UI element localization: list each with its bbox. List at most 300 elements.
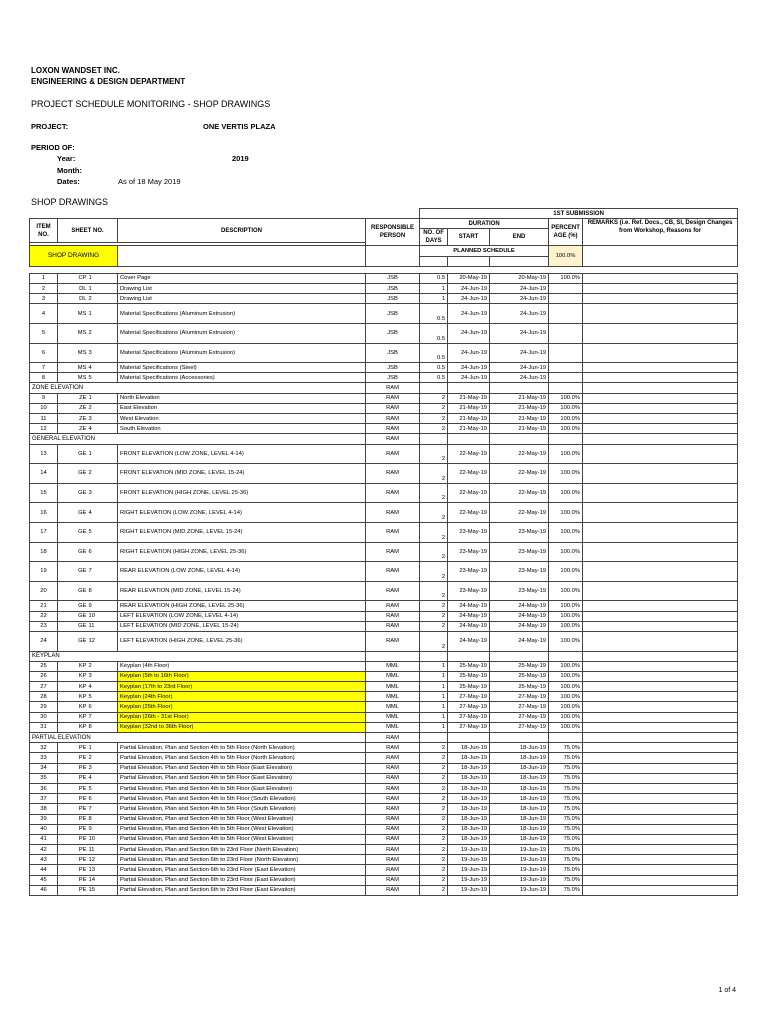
end-cell: 18-Jun-19 xyxy=(490,763,549,773)
responsible-cell: RAM xyxy=(366,434,420,444)
sheet-number-cell: 2 xyxy=(88,661,118,671)
percent-cell: 75.0% xyxy=(549,773,583,783)
remarks-cell xyxy=(583,855,738,865)
description-cell: Material Specifications (Aluminum Extrusion) xyxy=(118,304,366,324)
sheet-prefix-cell: PE xyxy=(58,875,88,885)
item-no-cell: 23 xyxy=(30,621,58,631)
days-cell: 2 xyxy=(420,875,448,885)
percent-cell: 100.0% xyxy=(549,503,583,523)
days-cell: 2 xyxy=(420,794,448,804)
remarks-cell xyxy=(583,414,738,424)
start-cell: 25-May-19 xyxy=(448,661,490,671)
description-cell: Partial Elevation, Plan and Section 4th to 5th Floor (East Elevation) xyxy=(118,763,366,773)
end-cell: 23-May-19 xyxy=(490,581,549,601)
percent-cell xyxy=(549,373,583,383)
item-no-cell: 6 xyxy=(30,343,58,363)
days-cell: 2 xyxy=(420,393,448,403)
percent-cell: 100.0% xyxy=(549,712,583,722)
item-no-cell: 27 xyxy=(30,682,58,692)
days-cell: 1 xyxy=(420,702,448,712)
end-cell: 21-May-19 xyxy=(490,403,549,413)
sheet-prefix-cell: PE xyxy=(58,794,88,804)
responsible-cell: RAM xyxy=(366,875,420,885)
responsible-cell: MML xyxy=(366,702,420,712)
item-no-cell: 25 xyxy=(30,661,58,671)
item-no-cell: 2 xyxy=(30,283,58,293)
percent-cell: 75.0% xyxy=(549,855,583,865)
percent-cell: 100.0% xyxy=(549,631,583,651)
item-no-cell: 45 xyxy=(30,875,58,885)
sheet-prefix-cell: MS xyxy=(58,373,88,383)
start-cell: 18-Jun-19 xyxy=(448,794,490,804)
remarks-cell xyxy=(583,283,738,293)
description-cell: REAR ELEVATION (MID ZONE, LEVEL 15-24) xyxy=(118,581,366,601)
days-cell: 1 xyxy=(420,722,448,732)
percent-cell: 100.0% xyxy=(549,611,583,621)
item-no-cell: 21 xyxy=(30,601,58,611)
days-cell: 2 xyxy=(420,834,448,844)
sheet-number-cell: 2 xyxy=(88,323,118,343)
item-no-cell: 11 xyxy=(30,414,58,424)
start-cell: 24-Jun-19 xyxy=(448,283,490,293)
description-cell: Keyplan (32nd to 36th Floor) xyxy=(118,722,366,732)
days-cell: 1 xyxy=(420,671,448,681)
remarks-cell xyxy=(583,444,738,464)
table-row xyxy=(30,885,738,895)
table-row xyxy=(30,393,738,403)
days-cell: 2 xyxy=(420,444,448,464)
item-no-cell: 3 xyxy=(30,294,58,304)
responsible-cell: JSB xyxy=(366,283,420,293)
sheet-number-cell: 7 xyxy=(88,712,118,722)
overall-percent: 100.0% xyxy=(549,246,583,266)
end-cell: 18-Jun-19 xyxy=(490,743,549,753)
remarks-cell xyxy=(583,834,738,844)
responsible-cell: JSB xyxy=(366,343,420,363)
table-row xyxy=(30,794,738,804)
remarks-cell xyxy=(583,464,738,484)
days-cell: 2 xyxy=(420,403,448,413)
sheet-prefix-cell: PE xyxy=(58,845,88,855)
sheet-prefix-cell: GE xyxy=(58,542,88,562)
period-label: PERIOD OF: xyxy=(31,143,75,152)
start-cell: 23-May-19 xyxy=(448,522,490,542)
table-row xyxy=(30,483,738,503)
end-cell: 23-May-19 xyxy=(490,522,549,542)
end-cell: 19-Jun-19 xyxy=(490,875,549,885)
remarks-cell xyxy=(583,424,738,434)
percent-cell: 75.0% xyxy=(549,743,583,753)
section-label: ZONE ELEVATION xyxy=(30,383,366,393)
days-cell: 2 xyxy=(420,743,448,753)
sheet-prefix-cell: GE xyxy=(58,444,88,464)
description-cell: Cover Page xyxy=(118,273,366,283)
end-cell: 22-May-19 xyxy=(490,483,549,503)
start-cell: 18-Jun-19 xyxy=(448,783,490,793)
no-of-days-header: NO. OF DAYS xyxy=(420,229,448,246)
end-cell: 18-Jun-19 xyxy=(490,783,549,793)
remarks-cell xyxy=(583,601,738,611)
item-no-cell: 17 xyxy=(30,522,58,542)
description-cell: REAR ELEVATION (HIGH ZONE, LEVEL 25-36) xyxy=(118,601,366,611)
item-no-cell: 16 xyxy=(30,503,58,523)
remarks-cell xyxy=(583,712,738,722)
item-no-cell: 24 xyxy=(30,631,58,651)
days-cell: 0.5 xyxy=(420,323,448,343)
remarks-cell xyxy=(583,753,738,763)
sheet-prefix-cell: PE xyxy=(58,855,88,865)
end-cell: 18-Jun-19 xyxy=(490,824,549,834)
table-row xyxy=(30,464,738,484)
start-cell: 24-May-19 xyxy=(448,631,490,651)
percent-cell xyxy=(549,304,583,324)
sheet-number-cell: 4 xyxy=(88,424,118,434)
item-no-cell: 10 xyxy=(30,403,58,413)
days-cell: 2 xyxy=(420,503,448,523)
start-cell: 19-Jun-19 xyxy=(448,875,490,885)
remarks-cell xyxy=(583,562,738,582)
responsible-cell: RAM xyxy=(366,611,420,621)
sheet-prefix-cell: ZE xyxy=(58,393,88,403)
sheet-number-cell: 1 xyxy=(88,273,118,283)
sheet-number-cell: 3 xyxy=(88,483,118,503)
sheet-number-cell: 7 xyxy=(88,804,118,814)
item-no-cell: 7 xyxy=(30,363,58,373)
item-no-cell: 5 xyxy=(30,323,58,343)
start-cell: 18-Jun-19 xyxy=(448,773,490,783)
days-cell: 2 xyxy=(420,804,448,814)
days-cell: 2 xyxy=(420,631,448,651)
start-cell: 20-May-19 xyxy=(448,273,490,283)
item-no-cell: 26 xyxy=(30,671,58,681)
description-cell: REAR ELEVATION (LOW ZONE, LEVEL 4-14) xyxy=(118,562,366,582)
percent-cell: 75.0% xyxy=(549,804,583,814)
percent-cell: 75.0% xyxy=(549,875,583,885)
section-row xyxy=(30,383,738,393)
item-no-cell: 22 xyxy=(30,611,58,621)
remarks-cell xyxy=(583,403,738,413)
sheet-prefix-cell: GE xyxy=(58,611,88,621)
end-cell: 25-May-19 xyxy=(490,682,549,692)
start-cell: 18-Jun-19 xyxy=(448,763,490,773)
remarks-cell xyxy=(583,722,738,732)
description-cell: LEFT ELEVATION (HIGH ZONE, LEVEL 25-36) xyxy=(118,631,366,651)
department-name: ENGINEERING & DESIGN DEPARTMENT xyxy=(31,77,186,86)
item-no-cell: 13 xyxy=(30,444,58,464)
sheet-prefix-cell: KP xyxy=(58,702,88,712)
description-cell: South Elevation xyxy=(118,424,366,434)
item-no-cell: 34 xyxy=(30,763,58,773)
responsible-cell: RAM xyxy=(366,743,420,753)
section-row xyxy=(30,733,738,743)
description-cell: Keyplan (17th to 23rd Floor) xyxy=(118,682,366,692)
percent-cell xyxy=(549,294,583,304)
sheet-number-cell: 5 xyxy=(88,522,118,542)
end-cell: 23-May-19 xyxy=(490,542,549,562)
description-cell: East Elevation xyxy=(118,403,366,413)
item-no-cell: 4 xyxy=(30,304,58,324)
percent-cell: 75.0% xyxy=(549,814,583,824)
percent-cell: 100.0% xyxy=(549,542,583,562)
page-number: 1 of 4 xyxy=(718,987,736,994)
remarks-cell xyxy=(583,702,738,712)
table-row xyxy=(30,845,738,855)
sheet-number-cell: 6 xyxy=(88,542,118,562)
start-cell: 27-May-19 xyxy=(448,692,490,702)
remarks-cell xyxy=(583,343,738,363)
sheet-number-cell: 4 xyxy=(88,682,118,692)
sheet-number-cell: 5 xyxy=(88,692,118,702)
days-cell: 1 xyxy=(420,682,448,692)
percent-cell: 75.0% xyxy=(549,763,583,773)
sheet-number-cell: 1 xyxy=(88,444,118,464)
end-cell: 22-May-19 xyxy=(490,464,549,484)
sheet-number-cell: 4 xyxy=(88,363,118,373)
table-row xyxy=(30,414,738,424)
responsible-cell: RAM xyxy=(366,773,420,783)
table-row xyxy=(30,722,738,732)
table-row xyxy=(30,621,738,631)
percent-cell: 100.0% xyxy=(549,403,583,413)
item-no-cell: 15 xyxy=(30,483,58,503)
sheet-number-cell: 3 xyxy=(88,343,118,363)
sheet-prefix-cell: KP xyxy=(58,682,88,692)
description-cell: LEFT ELEVATION (MID ZONE, LEVEL 15-24) xyxy=(118,621,366,631)
sheet-prefix-cell: PE xyxy=(58,753,88,763)
remarks-cell xyxy=(583,304,738,324)
end-cell: 19-Jun-19 xyxy=(490,865,549,875)
end-cell: 22-May-19 xyxy=(490,503,549,523)
table-row xyxy=(30,834,738,844)
sheet-prefix-cell: GE xyxy=(58,562,88,582)
sheet-prefix-cell: PE xyxy=(58,834,88,844)
sheet-number-cell: 3 xyxy=(88,414,118,424)
table-row xyxy=(30,875,738,885)
start-cell: 21-May-19 xyxy=(448,424,490,434)
start-cell: 18-Jun-19 xyxy=(448,824,490,834)
sheet-number-cell: 2 xyxy=(88,403,118,413)
days-cell: 1 xyxy=(420,712,448,722)
start-cell: 22-May-19 xyxy=(448,464,490,484)
sheet-number-cell: 1 xyxy=(88,283,118,293)
description-cell: Partial Elevation, Plan and Section 4th to 5th Floor (East Elevation) xyxy=(118,773,366,783)
table-row xyxy=(30,814,738,824)
sheet-number-cell: 12 xyxy=(88,855,118,865)
sheet-number-cell: 1 xyxy=(88,393,118,403)
responsible-cell xyxy=(366,651,420,661)
percent-cell: 100.0% xyxy=(549,601,583,611)
days-cell: 1 xyxy=(420,294,448,304)
end-cell: 24-Jun-19 xyxy=(490,323,549,343)
percent-cell: 75.0% xyxy=(549,753,583,763)
percent-cell: 75.0% xyxy=(549,845,583,855)
responsible-cell: MML xyxy=(366,671,420,681)
percent-cell: 100.0% xyxy=(549,692,583,702)
description-cell: Material Specifications (Steel) xyxy=(118,363,366,373)
start-cell: 19-Jun-19 xyxy=(448,885,490,895)
remarks-cell xyxy=(583,865,738,875)
description-cell: RIGHT ELEVATION (HIGH ZONE, LEVEL 25-36) xyxy=(118,542,366,562)
description-cell: Material Specifications (Aluminum Extrusion) xyxy=(118,343,366,363)
table-row xyxy=(30,692,738,702)
sheet-number-cell: 13 xyxy=(88,865,118,875)
remarks-cell xyxy=(583,824,738,834)
sheet-prefix-cell: PE xyxy=(58,743,88,753)
start-cell: 27-May-19 xyxy=(448,722,490,732)
description-cell: Partial Elevation, Plan and Section 4th to 5th Floor (East Elevation) xyxy=(118,783,366,793)
responsible-cell: RAM xyxy=(366,444,420,464)
end-cell: 24-Jun-19 xyxy=(490,373,549,383)
item-no-cell: 39 xyxy=(30,814,58,824)
sheet-prefix-cell: ZE xyxy=(58,403,88,413)
days-cell: 2 xyxy=(420,773,448,783)
remarks-cell xyxy=(583,671,738,681)
end-cell: 20-May-19 xyxy=(490,273,549,283)
end-cell: 24-Jun-19 xyxy=(490,283,549,293)
percent-cell: 100.0% xyxy=(549,522,583,542)
table-row xyxy=(30,682,738,692)
start-cell: 24-May-19 xyxy=(448,621,490,631)
table-row xyxy=(30,273,738,283)
responsible-cell: MML xyxy=(366,712,420,722)
responsible-cell: MML xyxy=(366,722,420,732)
sheet-prefix-cell: PE xyxy=(58,763,88,773)
end-cell: 24-Jun-19 xyxy=(490,294,549,304)
responsible-cell: RAM xyxy=(366,383,420,393)
item-no-cell: 40 xyxy=(30,824,58,834)
start-cell: 27-May-19 xyxy=(448,702,490,712)
end-cell: 24-May-19 xyxy=(490,631,549,651)
percent-header: PERCENT AGE (%) xyxy=(549,219,583,246)
section-label: PARTIAL ELEVATION xyxy=(30,733,366,743)
table-row xyxy=(30,783,738,793)
item-no-cell: 18 xyxy=(30,542,58,562)
percent-cell: 100.0% xyxy=(549,464,583,484)
remarks-cell xyxy=(583,483,738,503)
end-cell: 27-May-19 xyxy=(490,712,549,722)
days-cell: 2 xyxy=(420,753,448,763)
item-no-cell: 46 xyxy=(30,885,58,895)
start-cell: 25-May-19 xyxy=(448,671,490,681)
responsible-cell: RAM xyxy=(366,783,420,793)
sheet-prefix-cell: GE xyxy=(58,483,88,503)
sheet-prefix-cell: PE xyxy=(58,773,88,783)
description-cell: FRONT ELEVATION (MID ZONE, LEVEL 15-24) xyxy=(118,464,366,484)
description-cell: Keyplan (26th - 31st Floor) xyxy=(118,712,366,722)
days-cell: 0.5 xyxy=(420,373,448,383)
start-cell: 18-Jun-19 xyxy=(448,804,490,814)
dates-value: As of 18 May 2019 xyxy=(118,177,181,186)
start-cell: 22-May-19 xyxy=(448,503,490,523)
remarks-cell xyxy=(583,692,738,702)
item-no-cell: 42 xyxy=(30,845,58,855)
sheet-prefix-cell: DL xyxy=(58,294,88,304)
responsible-cell: RAM xyxy=(366,503,420,523)
sheet-number-cell: 5 xyxy=(88,783,118,793)
item-no-cell: 37 xyxy=(30,794,58,804)
days-cell: 2 xyxy=(420,522,448,542)
end-cell: 27-May-19 xyxy=(490,722,549,732)
sheet-prefix-cell: ZE xyxy=(58,414,88,424)
start-cell: 19-Jun-19 xyxy=(448,865,490,875)
table-row xyxy=(30,542,738,562)
remarks-cell xyxy=(583,763,738,773)
responsible-cell: RAM xyxy=(366,763,420,773)
description-cell: LEFT ELEVATION (LOW ZONE, LEVEL 4-14) xyxy=(118,611,366,621)
responsible-cell: RAM xyxy=(366,393,420,403)
start-cell: 24-Jun-19 xyxy=(448,343,490,363)
days-cell: 0.5 xyxy=(420,363,448,373)
start-cell: 21-May-19 xyxy=(448,403,490,413)
remarks-cell xyxy=(583,743,738,753)
responsible-cell: RAM xyxy=(366,581,420,601)
project-name: ONE VERTIS PLAZA xyxy=(203,122,276,131)
description-cell: RIGHT ELEVATION (LOW ZONE, LEVEL 4-14) xyxy=(118,503,366,523)
responsible-cell: RAM xyxy=(366,483,420,503)
start-cell: 21-May-19 xyxy=(448,393,490,403)
description-cell: Partial Elevation, Plan and Section 6th to 23rd Floor (East Elevation) xyxy=(118,865,366,875)
remarks-cell xyxy=(583,661,738,671)
responsible-header: RESPONSIBLE PERSON xyxy=(366,219,420,246)
sheet-number-cell: 4 xyxy=(88,503,118,523)
days-cell: 1 xyxy=(420,692,448,702)
sheet-number-cell: 10 xyxy=(88,834,118,844)
end-cell: 19-Jun-19 xyxy=(490,885,549,895)
description-cell: Keyplan (4th Floor) xyxy=(118,661,366,671)
remarks-cell xyxy=(583,773,738,783)
table-row xyxy=(30,283,738,293)
item-no-cell: 28 xyxy=(30,692,58,702)
responsible-cell: JSB xyxy=(366,273,420,283)
remarks-cell xyxy=(583,503,738,523)
dates-label: Dates: xyxy=(57,177,80,186)
sheet-prefix-cell: MS xyxy=(58,343,88,363)
report-title: PROJECT SCHEDULE MONITORING - SHOP DRAWINGS xyxy=(31,99,271,109)
description-cell: West Elevation xyxy=(118,414,366,424)
schedule-table xyxy=(29,208,738,896)
end-cell: 24-Jun-19 xyxy=(490,304,549,324)
responsible-cell: MML xyxy=(366,692,420,702)
sheet-prefix-cell: PE xyxy=(58,814,88,824)
item-no-cell: 33 xyxy=(30,753,58,763)
sheet-number-cell: 9 xyxy=(88,601,118,611)
percent-cell xyxy=(549,283,583,293)
sheet-prefix-cell: GE xyxy=(58,522,88,542)
responsible-cell: MML xyxy=(366,661,420,671)
table-row xyxy=(30,804,738,814)
responsible-cell: RAM xyxy=(366,464,420,484)
sheet-number-cell: 6 xyxy=(88,794,118,804)
item-no-cell: 44 xyxy=(30,865,58,875)
start-cell: 18-Jun-19 xyxy=(448,834,490,844)
description-cell: North Elevation xyxy=(118,393,366,403)
remarks-cell xyxy=(583,294,738,304)
start-cell: 18-Jun-19 xyxy=(448,814,490,824)
table-row xyxy=(30,611,738,621)
percent-cell: 75.0% xyxy=(549,794,583,804)
days-cell: 2 xyxy=(420,601,448,611)
remarks-cell xyxy=(583,682,738,692)
responsible-cell: RAM xyxy=(366,562,420,582)
description-cell: Material Specifications (Aluminum Extrusion) xyxy=(118,323,366,343)
sheet-prefix-cell: KP xyxy=(58,671,88,681)
item-no-cell: 20 xyxy=(30,581,58,601)
table-row xyxy=(30,323,738,343)
sheet-prefix-cell: GE xyxy=(58,464,88,484)
remarks-header: REMARKS (i.e. Ref. Docs., CB, SI, Design Changes from Workshop, Reasons for xyxy=(583,219,738,246)
days-cell: 2 xyxy=(420,483,448,503)
sheet-prefix-cell: GE xyxy=(58,631,88,651)
